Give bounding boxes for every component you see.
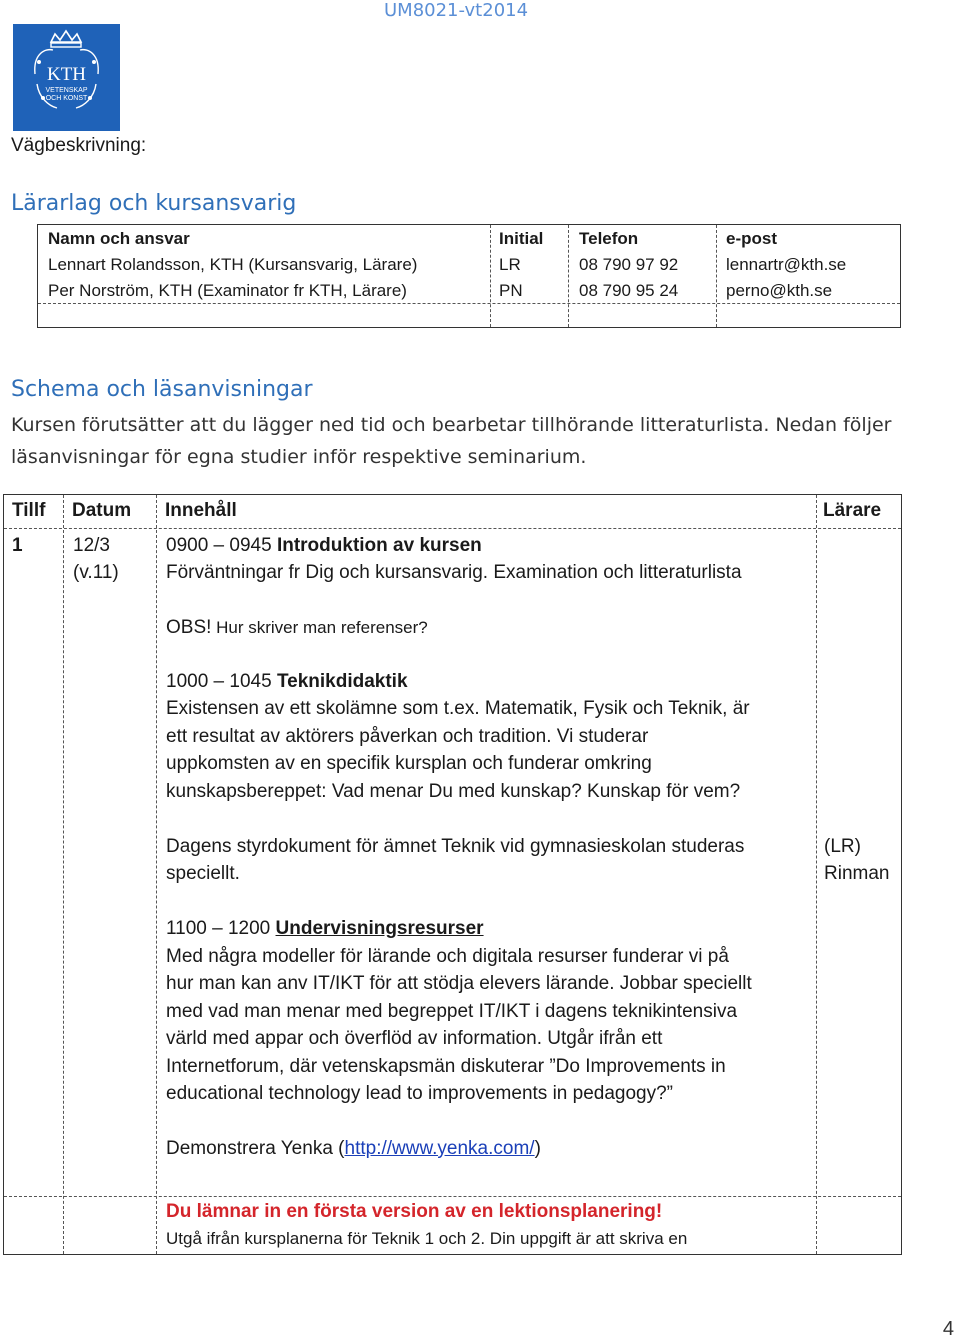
teacher-initial: (LR) [824,836,861,857]
schedule-heading: Schema och läsanvisningar [11,377,313,402]
block3-heading [166,915,484,942]
table-row [38,252,900,278]
schedule-table [3,494,902,1255]
block1-title: Introduktion av kursen [276,535,482,556]
staff-name: Per Norström, KTH (Examinator fr KTH, Lärare) [48,281,407,300]
block3-title: Undervisningsresurser [275,918,484,939]
staff-email: perno@kth.se [726,281,833,300]
course-code-header: UM8021-vt2014 [384,0,529,21]
column-divider [63,495,64,1254]
teacher-name: Rinman [824,863,890,884]
row-divider [4,1196,901,1197]
block2-line: ett resultat av aktörers påverkan och tradition. Vi studerar [166,726,649,747]
staff-name: Lennart Rolandsson, KTH (Kursansvarig, Lärare) [48,255,418,274]
block2-extra-line: speciellt. [166,863,240,884]
block2-line: Existensen av ett skolämne som t.ex. Matematik, Fysik och Teknik, är [166,698,750,719]
block2-title: Teknikdidaktik [276,671,408,692]
block3-time: 1100 – 1200 [166,918,276,939]
page-number: 4 [942,1318,954,1340]
block2-line: kunskapsbereppet: Vad menar Du med kunskap? Kunskap för vem? [166,781,741,802]
logo-main-text: KTH [46,64,87,85]
kth-logo [13,24,120,131]
staff-header-row [38,226,900,252]
block3-line: med vad man menar med begreppet IT/IKT i dagens teknikintensiva [166,1001,738,1022]
staff-phone: 08 790 97 92 [579,255,679,274]
block2-extra-line: Dagens styrdokument för ämnet Teknik vid gymnasieskolan studeras [166,836,745,857]
block3-line: Med några modeller för lärande och digitala resurser funderar vi på [166,946,729,967]
session-number: 1 [12,535,23,556]
demo-prefix: Demonstrera Yenka ( [166,1138,345,1159]
column-divider [490,225,491,327]
block1-heading [166,532,482,559]
staff-heading: Lärarlag och kursansvarig [11,191,297,216]
col-tillf-header: Tillf [12,500,46,521]
demo-line [166,1135,541,1162]
column-divider [816,495,817,1254]
block3-line: värld med appar och överflöd av information. Utgår ifrån ett [166,1028,663,1049]
block2-time: 1000 – 1045 [166,671,277,692]
logo-sub-text-1: VETENSKAP [45,87,88,94]
task-heading: Du lämnar in en första version av en lektionsplanering! [166,1201,663,1222]
col-larare-header: Lärare [823,500,882,521]
col-initial-header: Initial [499,229,544,248]
block3-line: educational technology lead to improvements in pedagogy?” [166,1083,673,1104]
staff-initial: PN [499,281,523,300]
table-row [38,278,900,304]
col-innehall-header: Innehåll [165,500,237,521]
block2-line: uppkomsten av en specifik kursplan och funderar omkring [166,753,652,774]
yenka-link[interactable]: http://www.yenka.com/ [344,1138,535,1159]
row-divider [38,303,900,304]
staff-email: lennartr@kth.se [726,255,847,274]
staff-table [37,224,901,328]
obs-label: OBS! [166,617,212,638]
staff-phone: 08 790 95 24 [579,281,679,300]
col-phone-header: Telefon [579,229,639,248]
block2-heading [166,668,408,695]
staff-initial: LR [499,255,521,274]
schedule-intro-line-1: Kursen förutsätter att du lägger ned tid och bearbetar tillhörande litteraturlista. Nedan följer [11,414,892,436]
block3-line: hur man kan anv IT/IKT för att stödja elevers lärande. Jobbar speciellt [166,973,752,994]
task-text: Utgå ifrån kursplanerna för Teknik 1 och 2. Din uppgift är att skriva en [166,1229,688,1248]
block1-time: 0900 – 0945 [166,535,277,556]
logo-sub-text-2: OCH KONST [45,95,88,102]
col-name-header: Namn och ansvar [48,229,190,248]
obs-text: Hur skriver man referenser? [211,618,428,637]
column-divider [568,225,569,327]
block1-text: Förväntningar fr Dig och kursansvarig. Examination och litteraturlista [166,562,742,583]
column-divider [716,225,717,327]
block3-line: Internetforum, där vetenskapsmän diskuterar ”Do Improvements in [166,1056,726,1077]
obs-note [166,614,428,641]
session-week: (v.11) [73,562,119,583]
kth-crest-icon [13,24,120,131]
session-date: 12/3 [73,535,110,556]
schedule-intro-line-2: läsanvisningar för egna studier inför respektive seminarium. [11,446,587,468]
col-email-header: e-post [726,229,777,248]
row-divider [4,528,901,529]
demo-suffix: ) [534,1138,541,1159]
directions-label: Vägbeskrivning: [11,135,147,156]
col-datum-header: Datum [72,500,132,521]
column-divider [156,495,157,1254]
